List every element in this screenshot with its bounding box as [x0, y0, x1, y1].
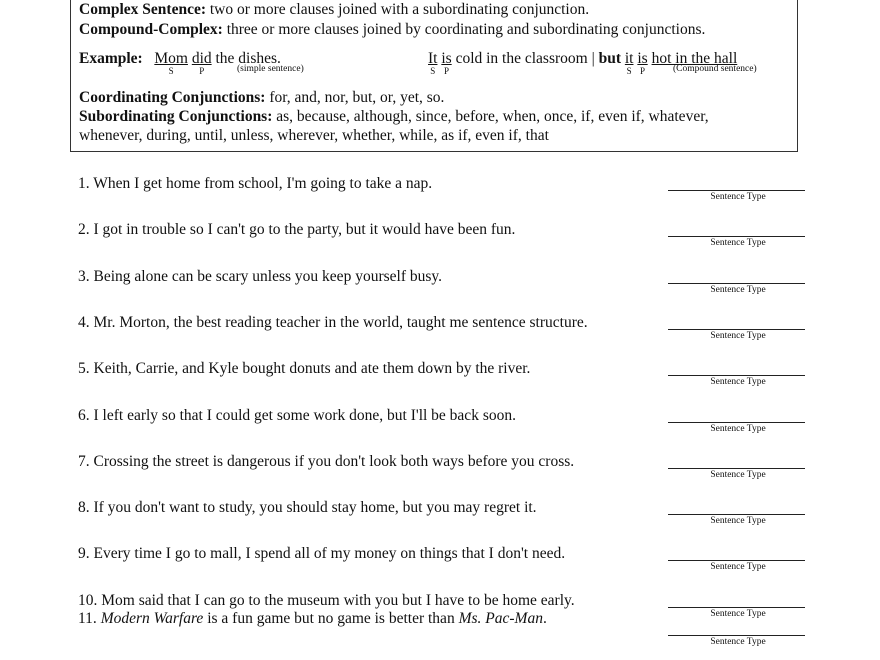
- question-6: 6. I left early so that I could get some work done, but I'll be back soon.: [78, 406, 516, 424]
- answer-label: Sentence Type: [710, 423, 766, 434]
- question-7: 7. Crossing the street is dangerous if you don't look both ways before you cross.: [78, 452, 575, 470]
- question-10: 10. Mom said that I can go to the museum with you but I have to be home early.: [78, 591, 575, 609]
- question-8: 8. If you don't want to study, you should stay home, but you may regret it.: [78, 499, 537, 517]
- answer-label: Sentence Type: [710, 469, 766, 480]
- question-2: 2. I got in trouble so I can't go to the party, but it would have been fun.: [78, 221, 516, 239]
- answer-line-2[interactable]: [668, 236, 805, 249]
- question-1: 1. When I get home from school, I'm going to take a nap.: [78, 175, 433, 192]
- subordinating-conjunctions: Subordinating Conjunctions: as, because, although, since, before, when, once, if, even if, whatever,: [79, 108, 709, 125]
- subordinating-conjunctions-cont: whenever, during, until, unless, wherever, whether, while, as if, even if, that: [79, 127, 549, 144]
- question-4: 4. Mr. Morton, the best reading teacher in the world, taught me sentence structure.: [78, 313, 588, 331]
- complex-definition: Complex Sentence: two or more clauses joined with a subordinating conjunction.: [79, 1, 590, 18]
- example-compound: It S is P cold in the classroom | but it S is P hot in the hall (Compound sentence): [428, 50, 757, 76]
- question-9: 9. Every time I go to mall, I spend all of my money on things that I don't need.: [78, 545, 566, 563]
- question-11: 11. Modern Warfare is a fun game but no game is better than Ms. Pac-Man.: [78, 610, 547, 627]
- coordinating-conjunctions: Coordinating Conjunctions: for, and, nor, but, or, yet, so.: [79, 89, 445, 106]
- answer-label: Sentence Type: [710, 377, 766, 388]
- answer-label: Sentence Type: [710, 330, 766, 341]
- answer-line-11[interactable]: Sentence Type: [668, 635, 805, 636]
- answer-line-9[interactable]: [668, 560, 805, 573]
- definitions-box: [70, 0, 798, 152]
- answer-label: Sentence Type: [710, 284, 766, 295]
- answer-line-3[interactable]: [668, 283, 805, 295]
- question-3: 3. Being alone can be scary unless you keep yourself busy.: [78, 267, 443, 285]
- answer-line-10[interactable]: [668, 607, 805, 619]
- answer-line-6[interactable]: [668, 422, 805, 434]
- answer-label: Sentence Type: [710, 238, 766, 249]
- question-5: 5. Keith, Carrie, and Kyle bought donuts and ate them down by the river.: [78, 360, 531, 378]
- answer-line-8[interactable]: [668, 514, 805, 527]
- answer-line-5[interactable]: [668, 375, 805, 388]
- answer-label: Sentence Type: [710, 516, 766, 527]
- answer-label: Sentence Type: [710, 192, 766, 202]
- answer-label: Sentence Type: [710, 562, 766, 573]
- answer-label: Sentence Type: [710, 608, 766, 619]
- answer-line-4[interactable]: [668, 329, 805, 341]
- answer-line-1[interactable]: [668, 190, 805, 202]
- example-simple: Example: Mom S did P the dishes. (simple sentence): [79, 50, 304, 76]
- compound-complex-definition: Compound-Complex: three or more clauses joined by coordinating and subordinating conjunctions.: [79, 21, 706, 38]
- answer-line-7[interactable]: [668, 468, 805, 480]
